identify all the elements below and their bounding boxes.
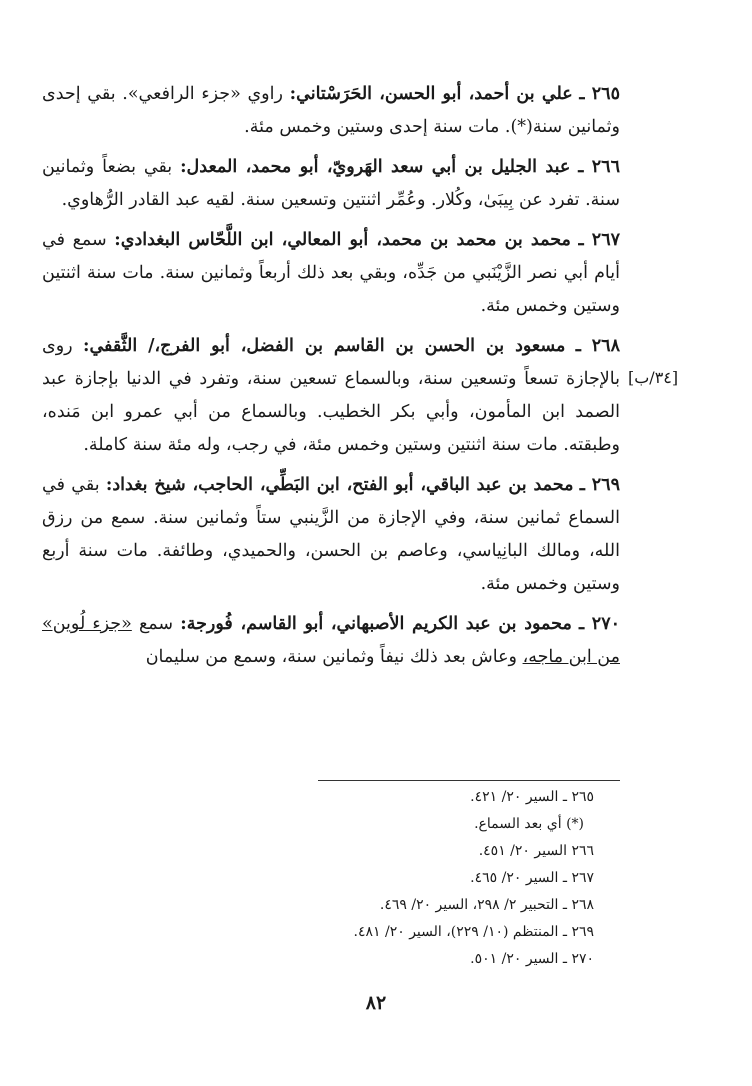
footnote: (*) أي بعد السماع.: [474, 816, 584, 832]
footnote: ٢٧٠ ـ السير ٢٠/ ٥٠١.: [470, 951, 594, 967]
entry-number: ٢٦٩ ـ: [579, 475, 620, 495]
entry-heading: مسعود بن الحسن بن القاسم بن الفضل، أبو الفرج،/ الثَّقفي:: [83, 336, 566, 356]
entry-text: بقي بضعاً وثمانين سنة. تفرد عن بِيبَىٰ، وكُلار. وعُمِّر اثنتين وتسعين سنة. لقيه عبد القادر الرُّهاوي.: [42, 157, 620, 210]
entry-text-prefix: سمع: [138, 614, 174, 634]
entry-267: [42, 224, 620, 323]
entry-number: ٢٧٠ ـ: [578, 614, 620, 634]
entry-268: [42, 330, 620, 462]
entry-heading: محمد بن عبد الباقي، أبو الفتح، ابن البَطِّي، الحاجب، شيخ بغداد:: [105, 475, 574, 495]
entry-number: ٢٦٨ ـ: [575, 336, 620, 356]
footnote: ٢٦٥ ـ السير ٢٠/ ٤٢١.: [470, 789, 594, 805]
entry-text: راوي «جزء الرافعي». بقي إحدى وثمانين سنة(*). مات سنة إحدى وستين وخمس مئة.: [42, 84, 620, 137]
entry-number: ٢٦٦ ـ: [578, 157, 620, 177]
entry-text: روى بالإجازة تسعاً وتسعين سنة، وبالسماع تسعين سنة، وتفرد في الدنيا بإجازة عبد الصمد ابن المأمون، وأبي بكر الخطيب. وبالسماع من أبي عمرو ابن مَنده، وطبقته. مات سنة اثنتين وستين وخمس مئة، في رجب، وله مئة سنة كاملة.: [42, 336, 620, 455]
page-body: [42, 78, 620, 681]
entry-heading: محمد بن محمد بن محمد، أبو المعالي، ابن اللَّحّاس البغدادي:: [114, 230, 571, 250]
entry-269: [42, 469, 620, 601]
entry-266: [42, 151, 620, 217]
entry-underlined-text: «جزء لُوين» من ابن ماجه،: [42, 614, 620, 667]
page-number: ٨٢: [365, 992, 387, 1014]
footnotes: [42, 784, 620, 973]
margin-note: [٣٤/ب]: [628, 368, 679, 387]
entry-text: وعاش بعد ذلك نيفاً وثمانين سنة، وسمع من سليمان: [145, 647, 517, 667]
entry-270: [42, 608, 620, 674]
entry-heading: علي بن أحمد، أبو الحسن، الحَرَسْتاني:: [289, 84, 573, 104]
entry-265: [42, 78, 620, 144]
footnote: ٢٦٧ ـ السير ٢٠/ ٤٦٥.: [470, 870, 594, 886]
footnote: ٢٦٩ ـ المنتظم (١٠/ ٢٢٩)، السير ٢٠/ ٤٨١.: [353, 924, 594, 940]
entry-text: بقي في السماع ثمانين سنة، وفي الإجازة من الزَّينبي ستاً وثمانين سنة. سمع من رزق الله، ومالك البانِياسي، وعاصم بن الحسن، والحميدي، وطائفة. مات سنة أربع وستين وخمس مئة.: [42, 475, 620, 594]
entry-heading: محمود بن عبد الكريم الأصبهاني، أبو القاسم، فُورجة:: [180, 614, 572, 634]
entry-number: ٢٦٧ ـ: [578, 230, 620, 250]
footnote: ٢٦٦ السير ٢٠/ ٤٥١.: [478, 843, 594, 859]
entry-number: ٢٦٥ ـ: [579, 84, 620, 104]
footnote: ٢٦٨ ـ التحبير ٢/ ٢٩٨، السير ٢٠/ ٤٦٩.: [379, 897, 594, 913]
entry-text: سمع في أيام أبي نصر الزَّيْنَبي من جَدِّه، وبقي بعد ذلك أربعاً وثمانين سنة. مات سنة اثنتين وستين وخمس مئة.: [42, 230, 620, 316]
footnote-divider: [318, 780, 620, 781]
entry-heading: عبد الجليل بن أبي سعد الهَرويّ، أبو محمد، المعدل:: [180, 157, 571, 177]
